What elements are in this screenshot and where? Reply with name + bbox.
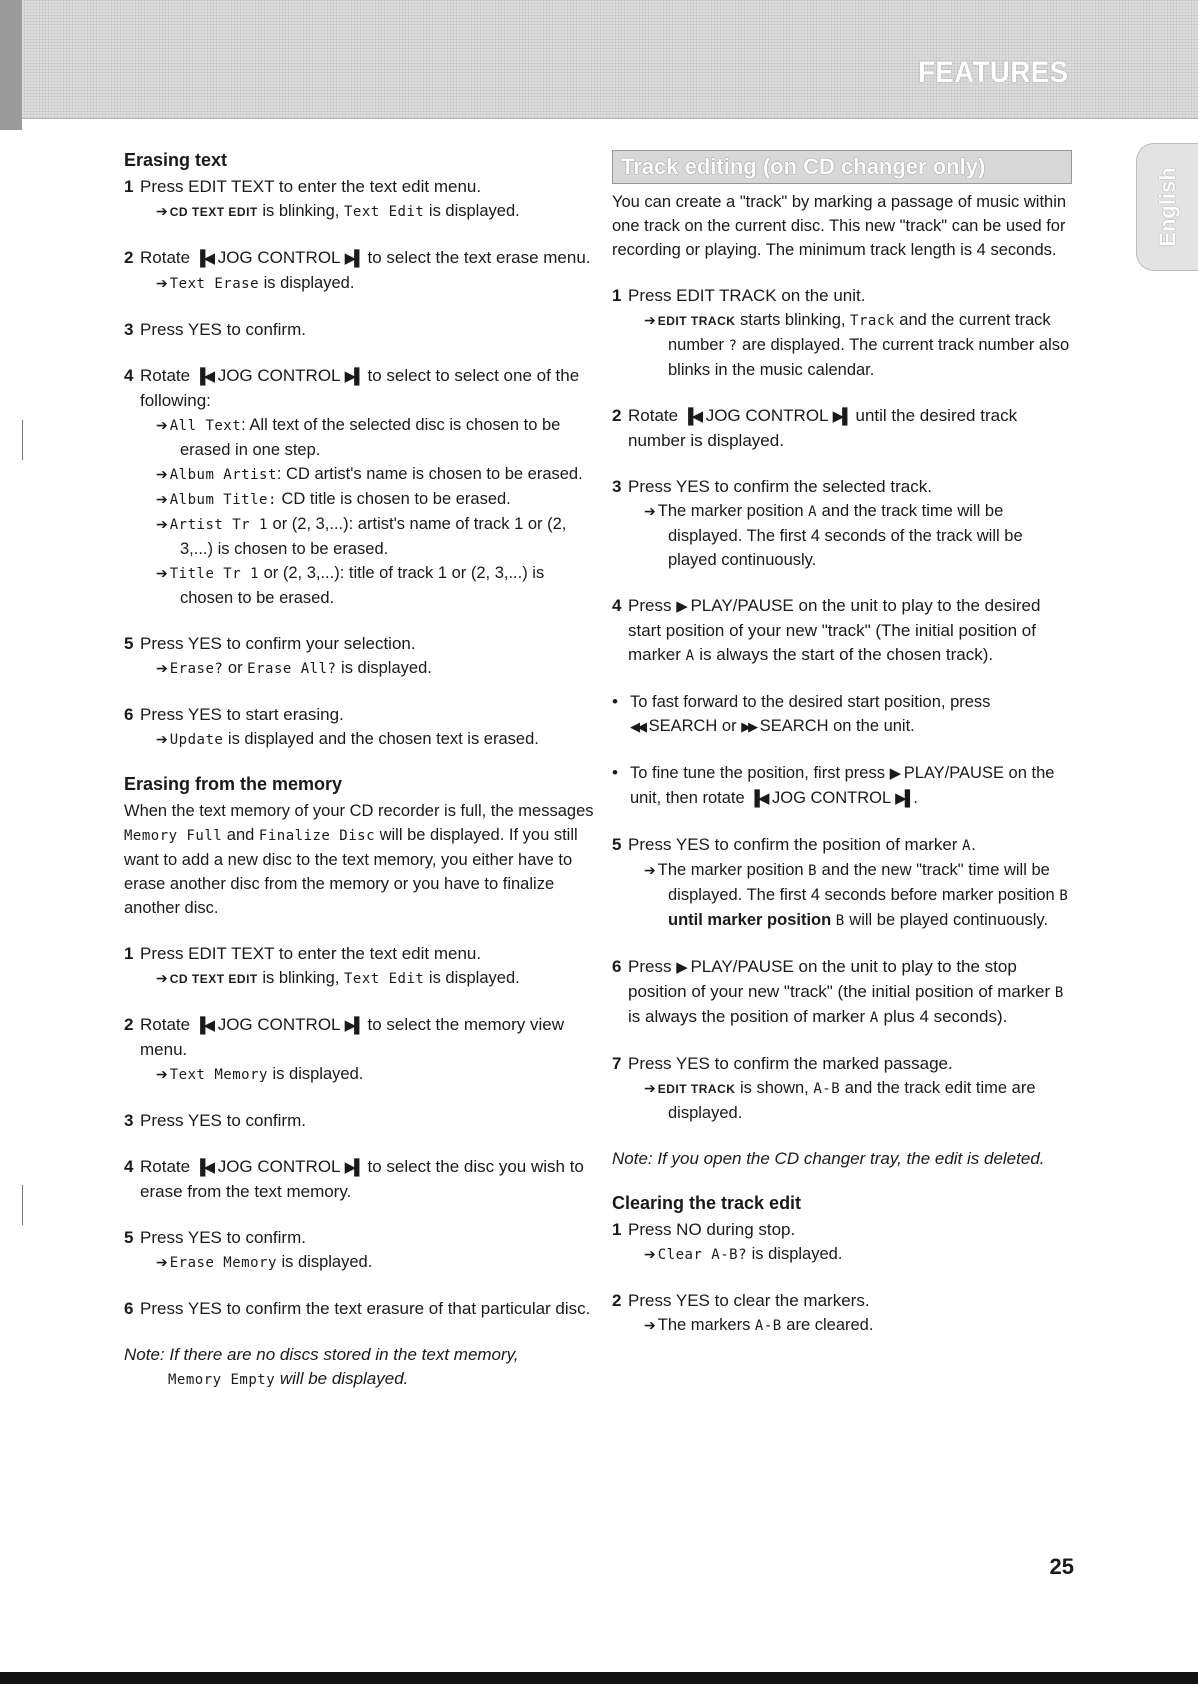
- arrow-icon: ➔: [156, 491, 168, 507]
- skip-forward-icon: ▶▌: [344, 1159, 363, 1176]
- option-line: ➔ Album Title: CD title is chosen to be erased.: [156, 490, 511, 508]
- skip-forward-icon: ▶▌: [344, 368, 363, 385]
- skip-back-icon: ▐◀: [194, 250, 213, 267]
- track-editing-heading: Track editing (on CD changer only): [612, 150, 1072, 184]
- skip-forward-icon: ▶▌: [344, 1017, 363, 1034]
- arrow-icon: ➔: [644, 862, 656, 878]
- arrow-icon: ➔: [156, 417, 168, 433]
- skip-back-icon: ▐◀: [194, 368, 213, 385]
- margin-mark: [22, 420, 23, 460]
- step: 1 Press EDIT TEXT to enter the text edit menu. ➔ CD TEXT EDIT is blinking, Text Edit is displayed.: [124, 944, 520, 987]
- rewind-icon: ◀◀: [630, 719, 644, 734]
- step: 6 Press ▶ PLAY/PAUSE on the unit to play to the stop position of your new "track" (the initial position of marker B is always the position of marker A plus 4 seconds).: [612, 957, 1064, 1026]
- bullet-item: • To fast forward to the desired start position, press ◀◀ SEARCH or ▶▶ SEARCH on the unit.: [612, 692, 991, 735]
- skip-forward-icon: ▶▌: [344, 250, 363, 267]
- arrow-icon: ➔: [644, 312, 656, 328]
- skip-back-icon: ▐◀: [194, 1017, 213, 1034]
- arrow-icon: ➔: [156, 660, 168, 676]
- margin-mark: [22, 1185, 23, 1225]
- erasing-memory-heading: Erasing from the memory: [124, 774, 343, 794]
- step: 1 Press EDIT TRACK on the unit. ➔ EDIT TRACK starts blinking, Track and the current track number ? are displayed. The current track number also blinks in the music calendar.: [612, 286, 1070, 379]
- page-number: 25: [1049, 1554, 1074, 1579]
- arrow-icon: ➔: [156, 275, 168, 291]
- erasing-text-heading: Erasing text: [124, 150, 228, 170]
- language-tab-label: English: [1155, 167, 1180, 247]
- step: 4 Press ▶ PLAY/PAUSE on the unit to play to the desired start position of your new "track" (The initial position of marker A is always the start of the chosen track).: [612, 596, 1041, 664]
- arrow-icon: ➔: [644, 1246, 656, 1262]
- skip-back-icon: ▐◀: [749, 790, 768, 807]
- step: 6 Press YES to confirm the text erasure of that particular disc.: [124, 1299, 591, 1318]
- arrow-icon: ➔: [156, 731, 168, 747]
- page-title: FEATURES: [917, 56, 1068, 89]
- play-icon: ▶: [676, 959, 686, 976]
- option-line: ➔ Album Artist: CD artist's name is chosen to be erased.: [156, 465, 583, 483]
- step: 5 Press YES to confirm. ➔ Erase Memory is displayed.: [124, 1228, 373, 1271]
- arrow-icon: ➔: [156, 1254, 168, 1270]
- arrow-icon: ➔: [156, 1066, 168, 1082]
- arrow-icon: ➔: [156, 516, 168, 532]
- arrow-icon: ➔: [156, 203, 168, 219]
- option-line: ➔ All Text: All text of the selected disc is chosen to be erased in one step.: [156, 416, 561, 459]
- step: 2 Press YES to clear the markers. ➔ The markers A-B are cleared.: [612, 1291, 874, 1334]
- play-icon: ▶: [889, 765, 900, 782]
- skip-forward-icon: ▶▌: [832, 408, 851, 425]
- track-editing-intro: You can create a "track" by marking a passage of music within one track on the current disc. This new "track" can be used for recording or playing. The minimum track length is 4 seconds.: [612, 193, 1067, 259]
- clearing-track-edit-heading: Clearing the track edit: [612, 1193, 802, 1213]
- bullet-item: • To fine tune the position, first press ▶ PLAY/PAUSE on the unit, then rotate ▐◀ JOG CONTROL ▶▌.: [612, 763, 1055, 807]
- step: 3 Press YES to confirm.: [124, 320, 306, 339]
- arrow-icon: ➔: [644, 1317, 656, 1333]
- skip-back-icon: ▐◀: [682, 408, 701, 425]
- arrow-icon: ➔: [156, 466, 168, 482]
- track-edit-note: Note: If you open the CD changer tray, the edit is deleted.: [612, 1149, 1045, 1168]
- skip-back-icon: ▐◀: [194, 1159, 213, 1176]
- left-edge-bar: [0, 0, 22, 130]
- play-icon: ▶: [676, 598, 686, 615]
- step: 4 Rotate ▐◀ JOG CONTROL ▶▌ to select the disc you wish to erase from the text memory.: [124, 1157, 584, 1201]
- right-column: [612, 150, 1072, 1360]
- arrow-icon: ➔: [644, 503, 656, 519]
- step: 2 Rotate ▐◀ JOG CONTROL ▶▌ to select the text erase menu. ➔ Text Erase is displayed.: [124, 248, 591, 292]
- option-line: ➔ Title Tr 1 or (2, 3,...): title of track 1 or (2, 3,...) is chosen to be erased.: [156, 564, 545, 607]
- left-column: [124, 150, 594, 1392]
- memory-note: Note: If there are no discs stored in the text memory,: [124, 1345, 519, 1364]
- step: 1 Press NO during stop. ➔ Clear A-B? is displayed.: [612, 1220, 843, 1263]
- step: 7 Press YES to confirm the marked passage. ➔ EDIT TRACK is shown, A-B and the track edit time are displayed.: [612, 1054, 1036, 1122]
- arrow-icon: ➔: [156, 970, 168, 986]
- step: 3 Press YES to confirm.: [124, 1111, 306, 1130]
- arrow-icon: ➔: [644, 1080, 656, 1096]
- fast-forward-icon: ▶▶: [741, 719, 756, 734]
- step: 5 Press YES to confirm the position of marker A. ➔ The marker position B and the new "track" time will be displayed. The first 4 seconds before marker position B until marker position B will be played continuously.: [612, 835, 1069, 929]
- step: 3 Press YES to confirm the selected track. ➔ The marker position A and the track time will be displayed. The first 4 seconds of the track will be played continuously.: [612, 477, 1023, 569]
- skip-forward-icon: ▶▌: [895, 790, 914, 807]
- step: 1 Press EDIT TEXT to enter the text edit menu. ➔ CD TEXT EDIT is blinking, Text Edit is displayed.: [124, 175, 594, 224]
- language-tab: [1136, 143, 1198, 271]
- arrow-icon: ➔: [156, 565, 168, 581]
- step: 6 Press YES to start erasing. ➔ Update is displayed and the chosen text is erased.: [124, 705, 539, 748]
- option-line: ➔ Artist Tr 1 or (2, 3,...): artist's name of track 1 or (2, 3,...) is chosen to be erased.: [156, 515, 567, 558]
- step: 2 Rotate ▐◀ JOG CONTROL ▶▌ until the desired track number is displayed.: [612, 406, 1018, 450]
- step: 4 Rotate ▐◀ JOG CONTROL ▶▌ to select to select one of the following: ➔ All Text: All text of the selected disc is chosen to be erased in one step. ➔ Album Artist: CD artist's name is chosen to be erased. ➔ Album Title: CD title is chosen to be erased. ➔ Artist Tr 1 or (2, 3,...): artist's name of track 1 or (2, 3,...) is chosen to be erased. ➔ Title Tr 1 or (2, 3,...): title of track 1 or (2, 3,...) is chosen to be erased.: [124, 364, 594, 610]
- step: 5 Press YES to confirm your selection. ➔ Erase? or Erase All? is displayed.: [124, 634, 432, 677]
- memory-note-line2: Memory Empty will be displayed.: [168, 1369, 409, 1388]
- bottom-bar: [0, 1672, 1198, 1684]
- step: 2 Rotate ▐◀ JOG CONTROL ▶▌ to select the memory view menu. ➔ Text Memory is displayed.: [124, 1015, 565, 1083]
- erasing-memory-intro: When the text memory of your CD recorder is full, the messages Memory Full and Finalize Disc will be displayed. If you still want to add a new disc to the text memory, you either have to erase another disc from the memory or you have to finalize another disc.: [124, 802, 594, 917]
- result-line: ➔ CD TEXT EDIT is blinking, Text Edit is displayed.: [156, 202, 520, 220]
